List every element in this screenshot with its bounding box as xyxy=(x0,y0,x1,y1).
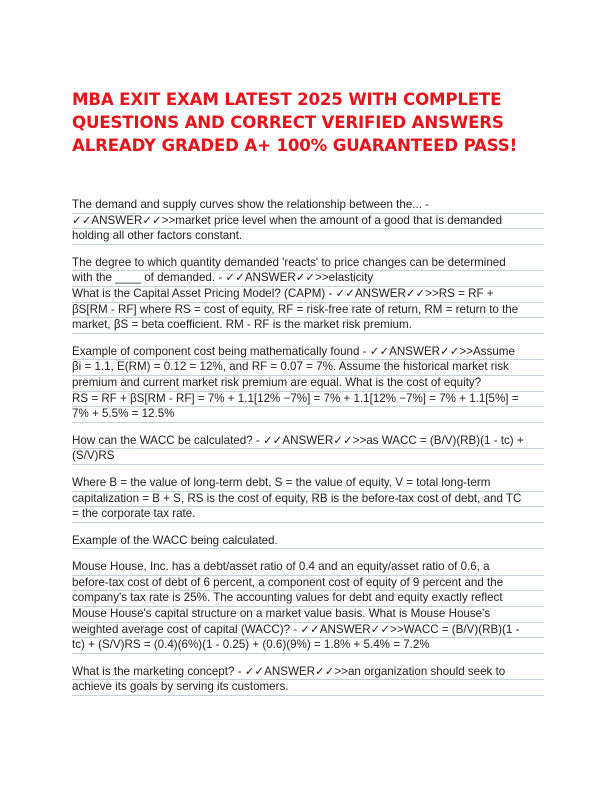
text-line: weighted average cost of capital (WACC)? - ✓✓ANSWER✓✓>>WACC = (B/V)(RB)(1 - xyxy=(72,623,544,639)
document-body xyxy=(72,198,544,707)
text-line: What is the marketing concept? - ✓✓ANSWER✓✓>>an organization should seek to xyxy=(72,665,544,681)
text-line: Mouse House's capital structure on a market value basis. What is Mouse House's xyxy=(72,607,544,623)
text-line: (S/V)RS xyxy=(72,449,544,465)
text-line: holding all other factors constant. xyxy=(72,229,544,245)
text-line: Where B = the value of long-term debt, S = the value of equity, V = total long-term xyxy=(72,476,544,492)
text-line: capitalization = B + S, RS is the cost of equity, RB is the before-tax cost of debt, and TC xyxy=(72,492,544,508)
document-title xyxy=(72,88,542,157)
qa-paragraph xyxy=(72,665,544,696)
text-line: βi = 1.1, E(RM) = 0.12 = 12%, and RF = 0.07 = 7%. Assume the historical market risk xyxy=(72,360,544,376)
qa-paragraph xyxy=(72,287,544,334)
qa-paragraph xyxy=(72,198,544,245)
title-line: ALREADY GRADED A+ 100% GUARANTEED PASS! xyxy=(72,136,518,155)
text-line: before-tax cost of debt of 6 percent, a component cost of equity of 9 percent and the xyxy=(72,576,544,592)
text-line: company's tax rate is 25%. The accounting values for debt and equity exactly reflect xyxy=(72,591,544,607)
text-line: Mouse House, Inc. has a debt/asset ratio of 0.4 and an equity/asset ratio of 0.6, a xyxy=(72,560,544,576)
qa-paragraph xyxy=(72,256,544,287)
text-line: ✓✓ANSWER✓✓>>market price level when the amount of a good that is demanded xyxy=(72,214,544,230)
text-line: achieve its goals by serving its customers. xyxy=(72,680,544,696)
text-line: with the ____ of demanded. - ✓✓ANSWER✓✓>>elasticity xyxy=(72,271,544,287)
text-line: tc) + (S/V)RS = (0.4)(6%)(1 - 0.25) + (0.6)(9%) = 1.8% + 5.4% = 7.2% xyxy=(72,638,544,654)
qa-paragraph xyxy=(72,476,544,523)
qa-paragraph xyxy=(72,434,544,465)
text-line: The demand and supply curves show the relationship between the... - xyxy=(72,198,544,214)
text-line: βS[RM - RF] where RS = cost of equity, RF = risk-free rate of return, RM = return to the xyxy=(72,303,544,319)
text-line: 7% + 5.5% = 12.5% xyxy=(72,407,544,423)
text-line: Example of component cost being mathematically found - ✓✓ANSWER✓✓>>Assume xyxy=(72,345,544,361)
qa-paragraph xyxy=(72,560,544,654)
qa-paragraph xyxy=(72,345,544,423)
text-line: premium and current market risk premium are equal. What is the cost of equity? xyxy=(72,376,544,392)
text-line: = the corporate tax rate. xyxy=(72,507,544,523)
text-line: How can the WACC be calculated? - ✓✓ANSWER✓✓>>as WACC = (B/V)(RB)(1 - tc) + xyxy=(72,434,544,450)
title-line: QUESTIONS AND CORRECT VERIFIED ANSWERS xyxy=(72,113,504,132)
text-line: What is the Capital Asset Pricing Model? (CAPM) - ✓✓ANSWER✓✓>>RS = RF + xyxy=(72,287,544,303)
text-line: market, βS = beta coefficient. RM - RF is the market risk premium. xyxy=(72,318,544,334)
text-line: Example of the WACC being calculated. xyxy=(72,534,544,550)
text-line: RS = RF + βS[RM - RF] = 7% + 1.1[12% −7%] = 7% + 1.1[12% −7%] = 7% + 1.1[5%] = xyxy=(72,392,544,408)
text-line: The degree to which quantity demanded 'reacts' to price changes can be determined xyxy=(72,256,544,272)
qa-paragraph xyxy=(72,534,544,550)
title-line: MBA EXIT EXAM LATEST 2025 WITH COMPLETE xyxy=(72,90,502,109)
